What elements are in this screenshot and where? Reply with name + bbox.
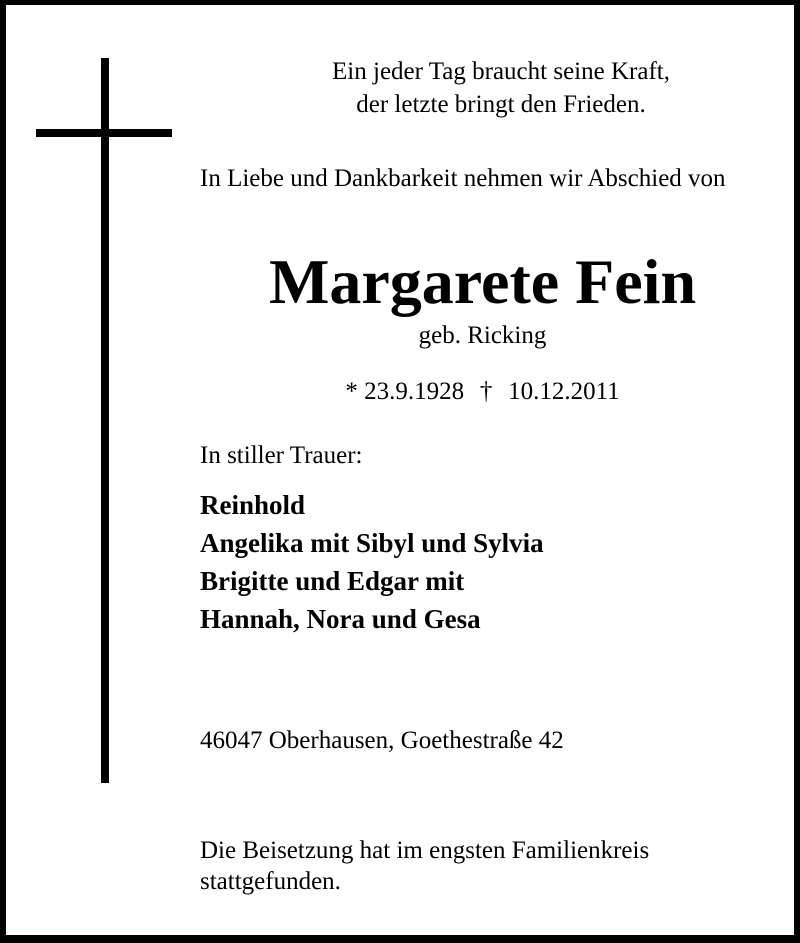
birth-date: * 23.9.1928 xyxy=(345,378,465,405)
family-list xyxy=(200,486,544,638)
intro-text: In Liebe und Dankbarkeit nehmen wir Abschied von xyxy=(200,165,726,192)
motto-line-2: der letzte bringt den Frieden. xyxy=(356,91,646,118)
address: 46047 Oberhausen, Goethestraße 42 xyxy=(200,727,564,754)
cross-vertical-bar xyxy=(101,58,109,783)
family-member: Reinhold xyxy=(200,490,306,520)
death-symbol: † xyxy=(479,378,493,405)
deceased-name: Margarete Fein xyxy=(268,246,697,317)
cross-horizontal-bar xyxy=(36,129,172,137)
family-member: Hannah, Nora und Gesa xyxy=(200,604,481,634)
motto-line-1: Ein jeder Tag braucht seine Kraft, xyxy=(332,58,670,85)
mourning-heading: In stiller Trauer: xyxy=(200,442,363,469)
family-member: Angelika mit Sibyl und Sylvia xyxy=(200,528,544,558)
family-member: Brigitte und Edgar mit xyxy=(200,566,465,596)
death-date: 10.12.2011 xyxy=(508,378,620,405)
life-dates xyxy=(300,378,665,406)
burial-note: Die Beisetzung hat im engsten Familienkreis stattgefunden. xyxy=(200,837,650,895)
maiden-name: geb. Ricking xyxy=(418,322,547,349)
